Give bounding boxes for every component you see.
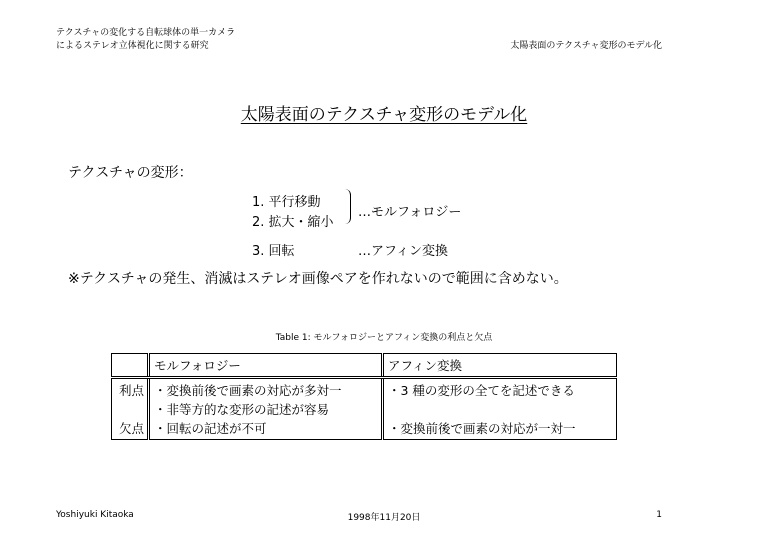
header-left-line1: テクスチャの変化する自転球体の単一カメラ	[56, 28, 236, 38]
table-corner-cell	[112, 354, 149, 378]
morphology-tag: …モルフォロジー	[358, 205, 462, 220]
row-label-spacer	[116, 400, 144, 419]
right-brace	[343, 189, 351, 224]
affine-spacer	[388, 400, 612, 419]
morphology-con-1: ・回転の記述が不可	[154, 421, 267, 436]
row-labels-cell	[112, 378, 149, 440]
running-header-left	[56, 27, 235, 53]
table-caption: Table 1: モルフォロジーとアフィン変換の利点と欠点	[275, 333, 493, 343]
deformation-item-scaling: 2. 拡大・縮小	[252, 215, 334, 230]
row-label-pros: 利点	[118, 383, 144, 398]
morphology-pro-1: ・変換前後で画素の対応が多対一	[154, 383, 342, 398]
affine-con-1: ・変換前後で画素の対応が一対一	[388, 421, 576, 436]
affine-cell	[383, 378, 617, 440]
table-header-row	[112, 354, 617, 378]
comparison-table	[111, 353, 617, 440]
row-label-cons: 欠点	[118, 421, 144, 436]
column-header-affine: アフィン変換	[383, 354, 617, 378]
affine-pro-1: ・3 種の変形の全てを記述できる	[388, 383, 575, 398]
deformation-item-rotation: 3. 回転	[252, 244, 295, 259]
footer-author: Yoshiyuki Kitaoka	[56, 510, 134, 520]
affine-tag: …アフィン変換	[358, 244, 448, 259]
morphology-cell	[149, 378, 383, 440]
page-title: 太陽表面のテクスチャ変形のモデル化	[240, 105, 528, 125]
section-label: テクスチャの変形：	[68, 165, 193, 181]
deformation-item-translation: 1. 平行移動	[252, 195, 321, 210]
column-header-morphology: モルフォロジー	[149, 354, 383, 378]
header-left-line2: によるステレオ立体視化に関する研究	[56, 41, 209, 51]
footer-date: 1998年11月20日	[347, 513, 421, 523]
table-row	[112, 378, 617, 440]
morphology-pro-2: ・非等方的な変形の記述が容易	[154, 402, 330, 417]
running-header-right: 太陽表面のテクスチャ変形のモデル化	[510, 41, 662, 51]
footer-page-number: 1	[656, 510, 662, 520]
scope-note: ※テクスチャの発生、消滅はステレオ画像ペアを作れないので範囲に含めない。	[68, 271, 568, 287]
